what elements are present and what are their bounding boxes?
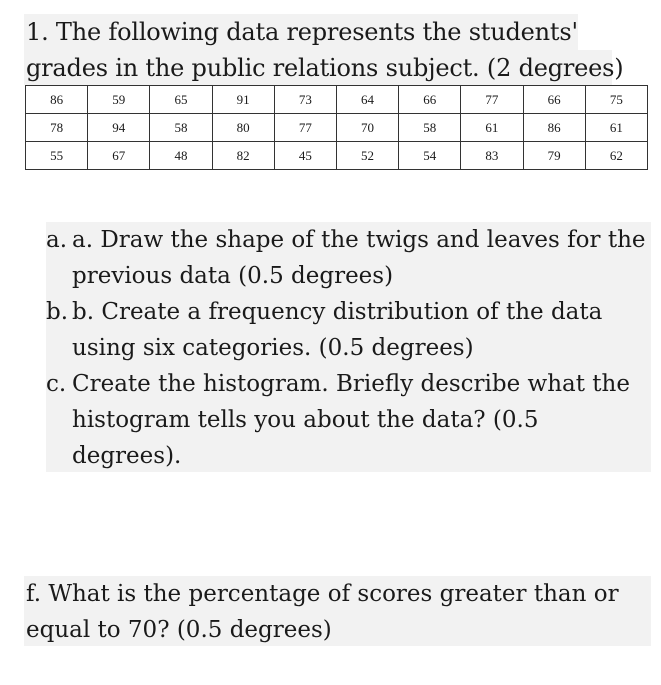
table-cell: 66 xyxy=(399,86,461,114)
item-text: a. Draw the shape of the twigs and leaves for the previous data (0.5 degrees) xyxy=(72,227,646,289)
table-cell: 52 xyxy=(336,142,398,170)
table-cell: 58 xyxy=(150,114,212,142)
table-cell: 83 xyxy=(461,142,523,170)
table-cell: 58 xyxy=(399,114,461,142)
table-cell: 65 xyxy=(150,86,212,114)
table-row xyxy=(26,86,648,114)
table-cell: 75 xyxy=(585,86,647,114)
table-cell: 66 xyxy=(523,86,585,114)
table-cell: 61 xyxy=(461,114,523,142)
table-cell: 73 xyxy=(274,86,336,114)
table-cell: 55 xyxy=(26,142,88,170)
table-cell: 79 xyxy=(523,142,585,170)
list-item xyxy=(46,222,651,294)
item-label: c. xyxy=(46,371,67,397)
sub-questions-list xyxy=(46,222,651,474)
question-title xyxy=(26,14,626,86)
item-text: b. Create a frequency distribution of the data using six categories. (0.5 degrees) xyxy=(72,299,603,361)
table-cell: 86 xyxy=(523,114,585,142)
title-line-2: grades in the public relations subject. (2 degrees) xyxy=(26,54,624,82)
table-cell: 45 xyxy=(274,142,336,170)
item-label: b. xyxy=(46,299,69,325)
table-cell: 64 xyxy=(336,86,398,114)
table-cell: 82 xyxy=(212,142,274,170)
table-cell: 59 xyxy=(88,86,150,114)
question-f: f. What is the percentage of scores greater than or equal to 70? (0.5 degrees) xyxy=(26,581,619,643)
item-label: a. xyxy=(46,227,68,253)
item-text: Create the histogram. Briefly describe what the histogram tells you about the data? (0.5 degrees). xyxy=(72,371,630,469)
table-cell: 70 xyxy=(336,114,398,142)
table-cell: 61 xyxy=(585,114,647,142)
table-cell: 91 xyxy=(212,86,274,114)
grades-table xyxy=(25,85,648,170)
table-cell: 67 xyxy=(88,142,150,170)
list-item xyxy=(46,366,651,474)
table-cell: 77 xyxy=(461,86,523,114)
table-row xyxy=(26,142,648,170)
table-cell: 94 xyxy=(88,114,150,142)
table-cell: 48 xyxy=(150,142,212,170)
table-cell: 80 xyxy=(212,114,274,142)
table-row xyxy=(26,114,648,142)
table-cell: 54 xyxy=(399,142,461,170)
list-item xyxy=(46,294,651,366)
table-cell: 62 xyxy=(585,142,647,170)
table-cell: 77 xyxy=(274,114,336,142)
table-cell: 86 xyxy=(26,86,88,114)
title-line-1: 1. The following data represents the students' xyxy=(26,18,578,46)
table-cell: 78 xyxy=(26,114,88,142)
